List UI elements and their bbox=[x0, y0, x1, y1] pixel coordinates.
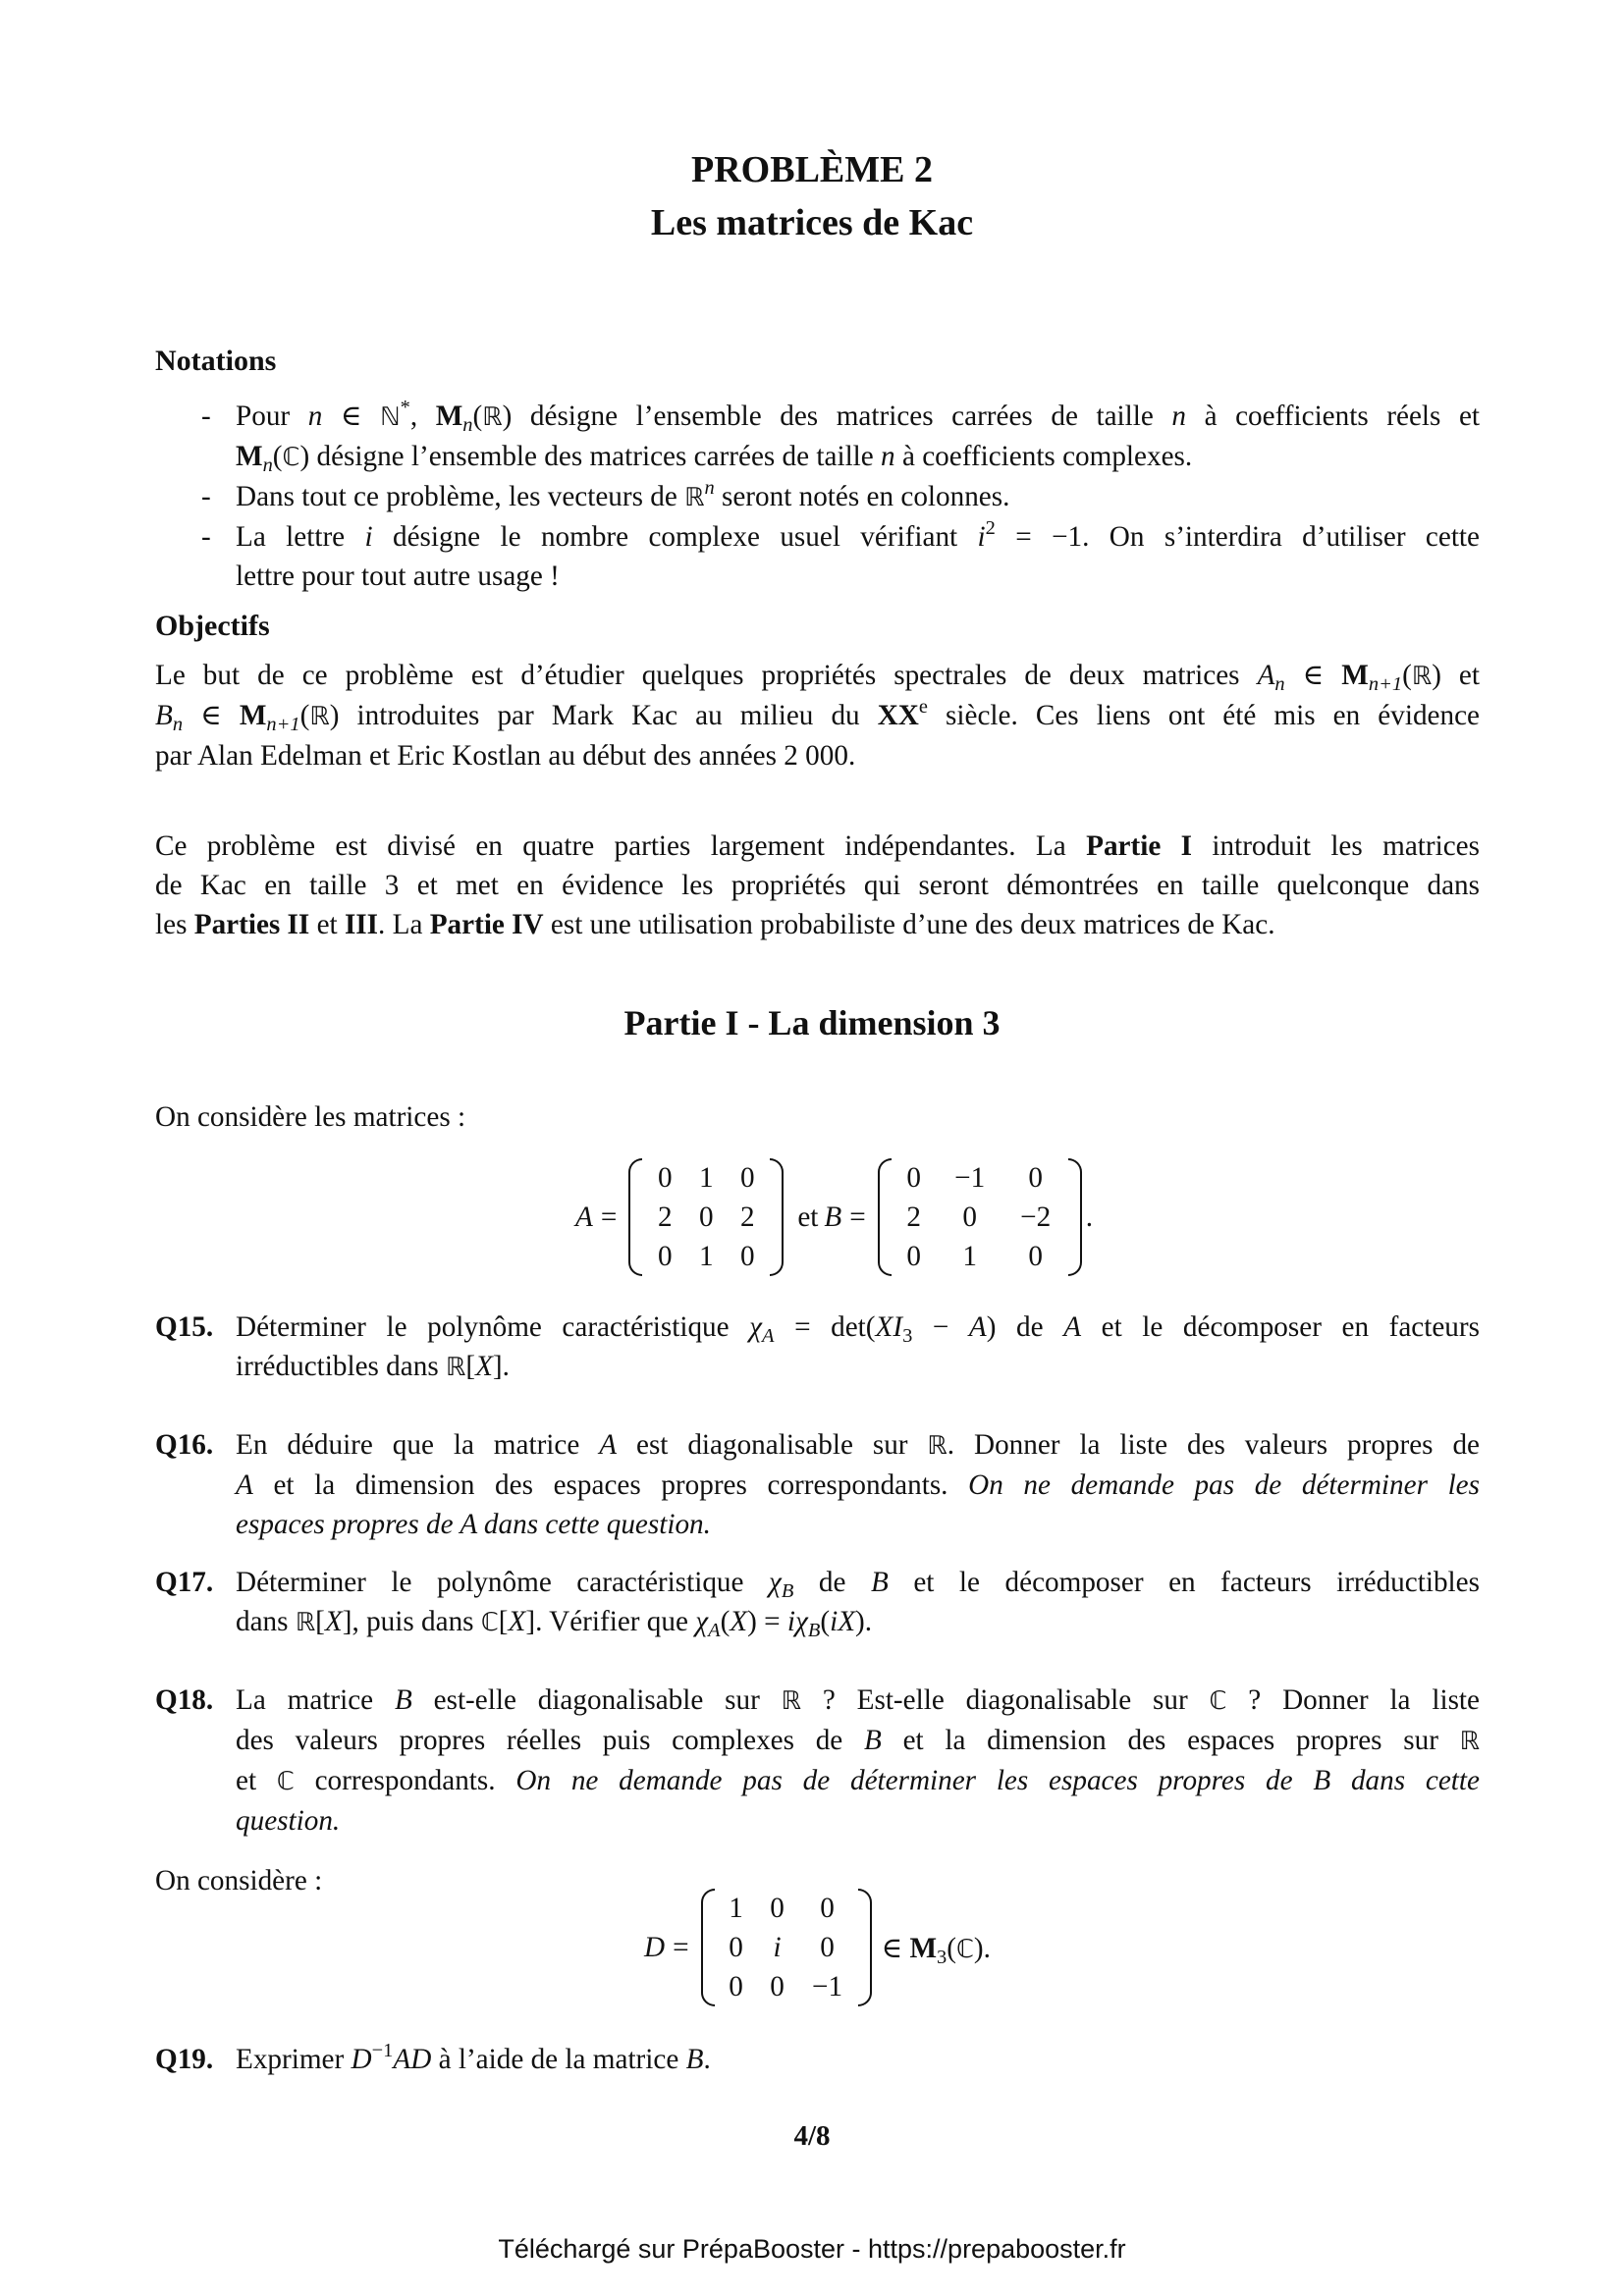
objectifs-paragraph-2 bbox=[155, 827, 1480, 944]
inline-math: question. bbox=[236, 1805, 341, 1837]
question-number: Q19. bbox=[155, 2044, 214, 2075]
inline-math: M bbox=[239, 700, 267, 731]
inline-math: B bbox=[864, 1725, 882, 1756]
matrix-cell: 0 bbox=[1028, 1162, 1043, 1194]
text-line: En déduire que la matrice A est diagonalisable sur ℝ. Donner la liste des valeurs propres de bbox=[236, 1429, 1480, 1461]
matrix-cell: 0 bbox=[729, 1932, 743, 1963]
notation-item bbox=[201, 517, 1480, 596]
question-text bbox=[236, 1681, 1480, 1841]
question-q16 bbox=[155, 1425, 1480, 1544]
partie-1-title: Partie I - La dimension 3 bbox=[623, 1003, 1001, 1042]
inline-math: XX bbox=[877, 700, 919, 731]
inline-math: ℝ bbox=[684, 483, 705, 512]
text-line: Déterminer le polynôme caractéristique $\chi_A = \det(XI_3 - A)$ de A et le décomposer en facteurs bbox=[236, 1311, 1480, 1347]
inline-math: iχ bbox=[786, 1606, 808, 1637]
matrix-cell: 0 bbox=[820, 1893, 835, 1924]
question-text bbox=[236, 1563, 1480, 1642]
matrices-intro: On considère les matrices : bbox=[155, 1101, 466, 1133]
matrix-cell: 0 bbox=[770, 1971, 785, 2002]
inline-math: ℝ bbox=[445, 1353, 466, 1382]
matrix-connector: et bbox=[797, 1201, 819, 1233]
inline-math: Partie IV bbox=[429, 909, 544, 940]
text-line: de Kac en taille 3 et met en évidence les propriétés qui seront démontrées en taille quelconque dans bbox=[155, 870, 1480, 901]
matrix-d-grid bbox=[715, 1889, 858, 2006]
inline-math: ℂ bbox=[480, 1608, 499, 1637]
matrix-d-label: D bbox=[644, 1931, 666, 1963]
bullet-dash: - bbox=[201, 481, 211, 512]
matrix-cell: 0 bbox=[906, 1162, 921, 1194]
text-line bbox=[236, 1801, 1480, 1841]
inline-math: On ne demande pas de déterminer les bbox=[968, 1469, 1480, 1501]
inline-math: D bbox=[351, 2044, 372, 2075]
inline-math: A bbox=[236, 1469, 253, 1501]
inline-math: χ bbox=[749, 1311, 763, 1343]
matrix-cell: 2 bbox=[658, 1201, 673, 1233]
notations-heading: Notations bbox=[155, 345, 277, 377]
inline-math: X bbox=[475, 1351, 493, 1382]
inline-math: ℝ bbox=[482, 402, 503, 432]
inline-math: B bbox=[685, 2044, 704, 2075]
matrix-cell: −1 bbox=[812, 1971, 843, 2002]
matrices-a-b-equation bbox=[575, 1158, 1093, 1276]
matrix-cell: 0 bbox=[770, 1893, 785, 1924]
inline-math: n bbox=[704, 477, 715, 499]
matrix-cell: 1 bbox=[729, 1893, 743, 1924]
bullet-dash: - bbox=[201, 521, 211, 553]
matrix-cell: 0 bbox=[658, 1162, 673, 1194]
inline-math: A bbox=[968, 1311, 987, 1343]
matrix-cell: −2 bbox=[1020, 1201, 1052, 1233]
matrix-a-grid bbox=[642, 1158, 770, 1276]
inline-math: n bbox=[307, 400, 323, 432]
inline-math: ℝ bbox=[309, 702, 330, 731]
inline-math: ℂ bbox=[1209, 1686, 1227, 1716]
inline-math: B bbox=[870, 1567, 889, 1598]
inline-math: χ bbox=[769, 1567, 782, 1598]
inline-math: A bbox=[1063, 1311, 1082, 1343]
inline-math: ℝ bbox=[1411, 662, 1433, 691]
inline-math: n+1 bbox=[1368, 673, 1403, 695]
text-line: $M_n(ℂ)$ désigne l’ensemble des matrices carrées de taille n à coefficients complexes. bbox=[236, 441, 1193, 476]
left-paren bbox=[628, 1158, 642, 1276]
question-q19 bbox=[155, 2040, 1480, 2079]
problem-subtitle: Les matrices de Kac bbox=[650, 202, 974, 243]
inline-math: B bbox=[807, 1620, 821, 1641]
inline-math: n+1 bbox=[266, 714, 300, 735]
inline-math: A bbox=[1257, 660, 1275, 691]
membership: ∈ $M_3(ℂ)$. bbox=[881, 1932, 991, 1968]
inline-math: A bbox=[599, 1429, 618, 1461]
inline-math: Parties II bbox=[193, 909, 310, 940]
question-text bbox=[236, 2040, 1480, 2079]
inline-math: B bbox=[155, 700, 173, 731]
inline-math: espaces propres de A dans cette question. bbox=[236, 1509, 711, 1540]
text-line: par Alan Edelman et Eric Kostlan au début des années 2 000. bbox=[155, 740, 856, 772]
text-line: Pour n ∈ ℕ*, $M_n(ℝ)$ désigne l’ensemble des matrices carrées de taille n à coefficients réels et bbox=[236, 397, 1481, 436]
question-q18 bbox=[155, 1681, 1480, 1841]
text-line: Ce problème est divisé en quatre parties largement indépendantes. La Partie I introduit les matrices bbox=[155, 830, 1480, 862]
inline-math: n bbox=[462, 414, 473, 436]
inline-math: n bbox=[262, 454, 273, 476]
matrix-b-label: B bbox=[824, 1201, 842, 1233]
right-paren bbox=[858, 1889, 872, 2006]
inline-math: ℝ bbox=[781, 1686, 802, 1716]
inline-math: n bbox=[1274, 673, 1285, 695]
matrix-cell: 1 bbox=[962, 1241, 977, 1272]
matrix-b-grid bbox=[892, 1158, 1068, 1276]
inline-math: X bbox=[730, 1606, 748, 1637]
question-q15 bbox=[155, 1308, 1480, 1387]
left-paren bbox=[878, 1158, 892, 1276]
inline-math: A bbox=[708, 1620, 721, 1641]
matrix-cell: 0 bbox=[962, 1201, 977, 1233]
matrix-cell: −1 bbox=[954, 1162, 986, 1194]
text-line: les Parties II et III. La Partie IV est une utilisation probabiliste d’une des deux matrices de Kac. bbox=[155, 909, 1275, 940]
text-line: Le but de ce problème est d’étudier quelques propriétés spectrales de deux matrices $A_n$ ∈ $M_{n+1}(ℝ)$ et bbox=[155, 660, 1480, 695]
matrix-cell: 2 bbox=[906, 1201, 921, 1233]
question-text bbox=[236, 1308, 1480, 1387]
inline-math: XI bbox=[875, 1311, 903, 1343]
bullet-dash: - bbox=[201, 400, 211, 432]
text-line: $B_n$ ∈ $M_{n+1}(ℝ)$ introduites par Mark Kac au milieu du XXe siècle. Ces liens ont été mis en évidence bbox=[155, 696, 1480, 735]
equals-sign: = bbox=[600, 1201, 618, 1233]
inline-math: χ bbox=[695, 1606, 709, 1637]
question-number: Q18. bbox=[155, 1684, 214, 1716]
inline-math: e bbox=[918, 696, 928, 718]
text-line: La matrice B est-elle diagonalisable sur ℝ ? Est-elle diagonalisable sur ℂ ? Donner la liste bbox=[236, 1684, 1480, 1716]
matrix-cell: 0 bbox=[699, 1201, 714, 1233]
matrix-a bbox=[628, 1158, 784, 1276]
inline-math: ℝ bbox=[1459, 1727, 1480, 1756]
matrix-cell: 0 bbox=[740, 1241, 755, 1272]
matrix-cell: 0 bbox=[1028, 1241, 1043, 1272]
inline-math: n bbox=[172, 714, 184, 735]
inline-math: 3 bbox=[902, 1325, 913, 1347]
inline-math: * bbox=[400, 397, 410, 418]
inline-math: B bbox=[781, 1580, 794, 1602]
inline-math: M bbox=[1341, 660, 1369, 691]
matrix-cell: i bbox=[773, 1932, 782, 1963]
matrix-d-equation bbox=[644, 1889, 991, 2006]
text-line: irréductibles dans ℝ[X]. bbox=[236, 1351, 510, 1382]
inline-math: M bbox=[435, 400, 463, 432]
text-line: Exprimer $D^{-1}AD$ à l’aide de la matrice B. bbox=[236, 2040, 711, 2075]
download-footer: Téléchargé sur PrépaBooster - https://prepabooster.fr bbox=[498, 2234, 1126, 2264]
matrix-cell: 0 bbox=[906, 1241, 921, 1272]
matrix-cell: 0 bbox=[740, 1162, 755, 1194]
inline-math: X bbox=[508, 1606, 526, 1637]
inline-math: M bbox=[236, 441, 263, 472]
page-number: 4/8 bbox=[793, 2120, 831, 2152]
text-line bbox=[236, 1505, 1480, 1544]
inline-math: i bbox=[364, 521, 373, 553]
inline-math: ℕ bbox=[380, 402, 401, 432]
inline-math: i bbox=[977, 521, 986, 553]
inline-math: n bbox=[1171, 400, 1186, 432]
question-number: Q15. bbox=[155, 1311, 214, 1343]
inline-math: On ne demande pas de déterminer les espaces propres de B dans cette bbox=[515, 1765, 1480, 1796]
equals-sign: = bbox=[849, 1201, 866, 1233]
text-line: Dans tout ce problème, les vecteurs de ℝ$^n$ seront notés en colonnes. bbox=[236, 477, 1010, 512]
problem-title: PROBLÈME 2 bbox=[691, 149, 933, 190]
matrix-cell: 0 bbox=[658, 1241, 673, 1272]
inline-math: AD bbox=[393, 2044, 432, 2075]
inline-math: −1 bbox=[371, 2040, 394, 2061]
matrix-cell: 2 bbox=[740, 1201, 755, 1233]
matrix-cell: 1 bbox=[699, 1241, 714, 1272]
inline-math: A bbox=[762, 1325, 775, 1347]
inline-math: B bbox=[394, 1684, 412, 1716]
inline-math: ℂ bbox=[282, 443, 300, 472]
objectifs-paragraph-1 bbox=[155, 656, 1480, 775]
period: . bbox=[1085, 1201, 1093, 1233]
inline-math: ℂ bbox=[276, 1767, 295, 1796]
inline-math: n bbox=[881, 441, 895, 472]
notation-item bbox=[201, 477, 1480, 517]
text-line: lettre pour tout autre usage ! bbox=[236, 561, 560, 592]
matrix-d bbox=[701, 1889, 872, 2006]
notation-item bbox=[201, 397, 1480, 477]
text-line: La lettre i désigne le nombre complexe usuel vérifiant $i^2 = -1$. On s’interdira d’utiliser cette bbox=[236, 517, 1480, 553]
right-paren bbox=[770, 1158, 784, 1276]
question-text bbox=[236, 1425, 1480, 1544]
matrix-cell: 0 bbox=[729, 1971, 743, 2002]
inline-math: iX bbox=[830, 1606, 856, 1637]
matrix-cell: 1 bbox=[699, 1162, 714, 1194]
text-line: des valeurs propres réelles puis complexes de B et la dimension des espaces propres sur ℝ bbox=[236, 1725, 1480, 1756]
question-number: Q16. bbox=[155, 1429, 214, 1461]
question-q17 bbox=[155, 1563, 1480, 1642]
inline-math: X bbox=[324, 1606, 343, 1637]
text-line: Déterminer le polynôme caractéristique $\chi_B$ de B et le décomposer en facteurs irréductibles bbox=[236, 1567, 1480, 1602]
matrix-a-label: A bbox=[575, 1201, 593, 1233]
text-line: dans ℝ[X], puis dans ℂ[X]. Vérifier que $\chi_A(X) = i\chi_B(iX)$. bbox=[236, 1606, 873, 1641]
inline-math: 2 bbox=[985, 517, 996, 539]
text-line: et ℂ correspondants. On ne demande pas de déterminer les espaces propres de B dans cette bbox=[236, 1765, 1480, 1796]
inline-math: ℝ bbox=[927, 1431, 947, 1461]
inline-math: III bbox=[344, 909, 379, 940]
question-number: Q17. bbox=[155, 1567, 214, 1598]
left-paren bbox=[701, 1889, 715, 2006]
inline-math: Partie I bbox=[1086, 830, 1193, 862]
right-paren bbox=[1068, 1158, 1082, 1276]
matrix-b bbox=[878, 1158, 1082, 1276]
notations-list bbox=[201, 397, 1480, 596]
objectifs-heading: Objectifs bbox=[155, 610, 270, 642]
text-line: A et la dimension des espaces propres correspondants. On ne demande pas de déterminer les bbox=[236, 1469, 1480, 1501]
consider-d-intro: On considère : bbox=[155, 1865, 323, 1896]
matrix-cell: 0 bbox=[820, 1932, 835, 1963]
inline-math: ℝ bbox=[295, 1608, 316, 1637]
equals-sign: = bbox=[673, 1931, 689, 1963]
